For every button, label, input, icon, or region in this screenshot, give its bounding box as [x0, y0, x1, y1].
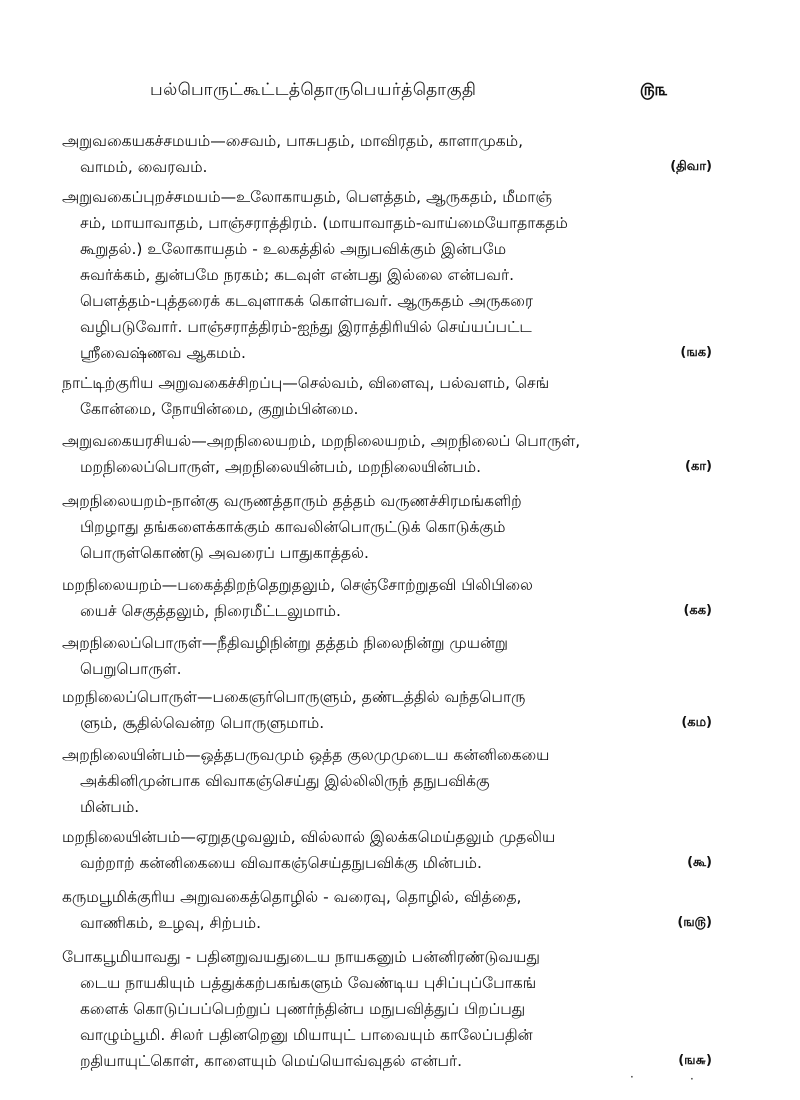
entry-line: வழிபடுவோர். பாஞ்சராத்திரம்-ஐந்து இராத்திரியில் செய்யப்பட்ட — [80, 318, 532, 336]
entry-line-text: ஸ்ரீவைஷ்ணவ ஆகமம். — [80, 344, 246, 362]
source-reference: (திவா) — [670, 159, 712, 174]
entry-kingship — [62, 428, 712, 480]
entry-line — [62, 454, 712, 480]
entry-line: அறநிலையறம்-நான்கு வருணத்தாரும் தத்தம் வருணச்சிரமங்களிற் — [62, 492, 522, 510]
entry-line: களைக் கொடுப்பப்பெற்றுப் புணர்ந்தின்ப மநுபவித்துப் பிறப்பது — [80, 1000, 526, 1018]
page-number: ௫௩ — [640, 80, 668, 100]
entry-karmabhumi-occupations — [62, 884, 712, 936]
entry-line: நாட்டிற்குரிய அறுவகைச்சிறப்பு—செல்வம், விளைவு, பல்வளம், செங் — [62, 374, 550, 392]
entry-line: அறநிலையின்பம்—ஒத்தபருவமும் ஒத்த குலமுமுடைய கன்னிகையை — [62, 746, 550, 764]
source-reference: (கம) — [681, 715, 712, 730]
entry-line — [62, 154, 712, 180]
entry-line: சுவர்க்கம், துன்பமே நரகம்; கடவுள் என்பது இல்லை என்பவர். — [80, 266, 515, 284]
entry-line: அறுவகைப்புறச்சமயம்—உலோகாயதம், பௌத்தம், ஆருகதம், மீமாஞ் — [62, 188, 553, 206]
entry-line: அறுவகையரசியல்—அறநிலையறம், மறநிலையறம், அறநிலைப் பொருள், — [62, 432, 581, 450]
entry-line: சம், மாயாவாதம், பாஞ்சராத்திரம். (மாயாவாதம்-வாய்மையோதாகதம் — [80, 214, 568, 232]
entry-line-text: வாமம், வைரவம். — [80, 158, 208, 176]
entry-line-text: மறநிலைப்பொருள், அறநிலையின்பம், மறநிலையின்பம். — [80, 458, 482, 476]
print-speck: · — [690, 1072, 694, 1086]
entry-line: கோன்மை, நோயின்மை, குறும்பின்மை. — [80, 400, 359, 418]
entry-aranilai-inbam — [62, 742, 702, 820]
source-reference: (ங௫) — [677, 915, 712, 930]
entry-country-excellence — [62, 370, 702, 422]
entry-line-text: றதியாயுட்கொள், காளையும் மெய்யொவ்வுதல் என்பர். — [80, 1052, 463, 1070]
entry-line: பிறழாது தங்களைக்காக்கும் காவலின்பொருட்டுக் கொடுக்கும் — [80, 518, 506, 536]
entry-line: அறநிலைப்பொருள்—நீதிவழிநின்று தத்தம் நிலைநின்று முயன்று — [62, 634, 508, 652]
entry-line: மறநிலையறம்—பகைத்திறந்தெறுதலும், செஞ்சோற்றுதவி பிலிபிலை — [62, 576, 533, 594]
entry-line: பௌத்தம்-புத்தரைக் கடவுளாகக் கொள்பவர். ஆருகதம் அருகரை — [80, 292, 533, 310]
entry-line — [62, 850, 712, 876]
entry-maranilai-aram — [62, 572, 712, 624]
entry-line: வாழும்பூமி. சிலர் பதினறெனு மியாயுட் பாவையும் காலேப்பதின் — [80, 1026, 533, 1044]
entry-maranilai-inbam — [62, 824, 712, 876]
entry-maranilai-porul — [62, 684, 712, 736]
entry-line: மின்பம். — [80, 798, 140, 816]
entry-line-text: வற்றாற் கன்னிகையை விவாகஞ்செய்தநுபவிக்கு மின்பம். — [80, 854, 482, 872]
entry-aranilai-porul — [62, 630, 702, 682]
entry-line: மறநிலையின்பம்—ஏறுதழுவலும், வில்லால் இலக்கமெய்தலும் முதலிய — [62, 828, 556, 846]
print-speck: · — [630, 1070, 634, 1084]
entry-line: போகபூமியாவது - பதினறுவயதுடைய நாயகனும் பன்னிரண்டுவயது — [62, 948, 540, 966]
entry-line — [62, 1048, 712, 1074]
entry-bhogabhumi — [62, 944, 712, 1074]
source-reference: (கா) — [685, 459, 712, 474]
entry-line: அக்கினிமுன்பாக விவாகஞ்செய்து இல்லிலிருந் தநுபவிக்கு — [80, 772, 490, 790]
entry-line-text: வாணிகம், உழவு, சிற்பம். — [80, 914, 262, 932]
entry-line — [62, 710, 712, 736]
source-reference: (கூ) — [687, 855, 712, 870]
entry-line: பொருள்கொண்டு அவரைப் பாதுகாத்தல். — [80, 544, 369, 562]
entry-aranilai-aram — [62, 488, 702, 566]
entry-outer-religions — [62, 184, 712, 366]
source-reference: (ங௬) — [678, 1053, 712, 1068]
entry-line: அறுவகையகச்சமயம்—சைவம், பாசுபதம், மாவிரதம், காளாமுகம், — [62, 132, 524, 150]
entry-line: டைய நாயகியும் பத்துக்கற்பகங்களும் வேண்டிய புசிப்புப்போகங் — [80, 974, 537, 992]
entry-line — [62, 598, 712, 624]
entry-line: மறநிலைப்பொருள்—பகைஞர்பொருளும், தண்டத்தில் வந்தபொரு — [62, 688, 526, 706]
entry-line: கருமபூமிக்குரிய அறுவகைத்தொழில் - வரைவு, தொழில், வித்தை, — [62, 888, 522, 906]
entry-line — [62, 340, 712, 366]
running-head: பல்பொருட்கூட்டத்தொருபெயர்த்தொகுதி — [150, 80, 477, 100]
entry-line: கூறுதல்.) உலோகாயதம் - உலகத்தில் அநுபவிக்கும் இன்பமே — [80, 240, 507, 258]
entry-line: பெறுபொருள். — [80, 660, 182, 678]
entry-shaiva-inner-religions — [62, 128, 712, 180]
entry-line-text: ளும், சூதில்வென்ற பொருளுமாம். — [80, 714, 325, 732]
entry-line — [62, 910, 712, 936]
entry-line-text: யைச் செகுத்தலும், நிரைமீட்டலுமாம். — [80, 602, 341, 620]
source-reference: (ஙக) — [680, 345, 712, 360]
source-reference: (கக) — [683, 603, 712, 618]
